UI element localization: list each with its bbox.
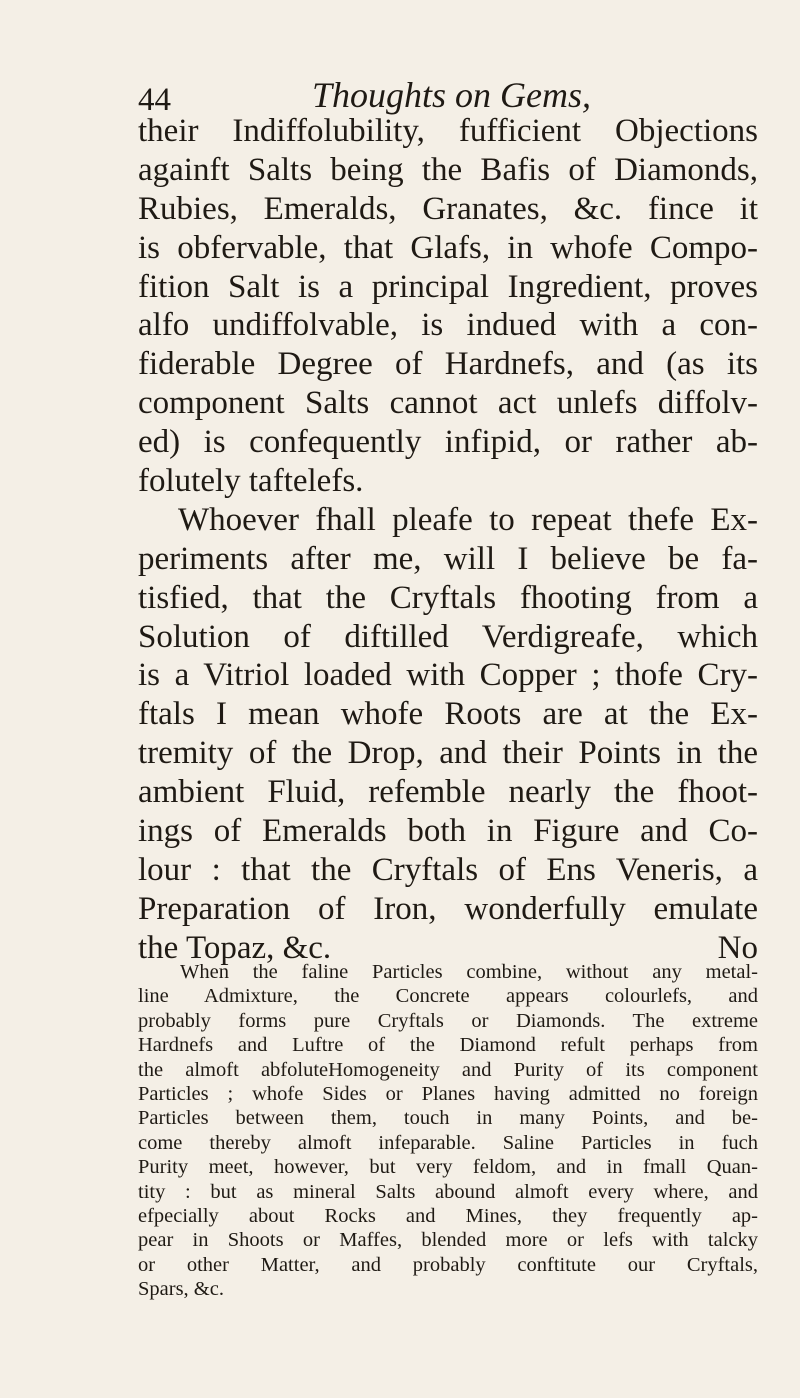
text-line: Whoever fhall pleafe to repeat thefe Ex- <box>178 501 758 538</box>
text-line: component Salts cannot act unlefs diffolv- <box>138 385 758 422</box>
text-line: ed) is confequently infipid, or rather ab- <box>138 424 758 461</box>
running-title: Thoughts on Gems, <box>312 75 592 115</box>
text-line: lour : that the Cryftals of Ens Veneris, a <box>138 851 758 888</box>
text-line: fiderable Degree of Hardnefs, and (as its <box>138 346 758 383</box>
catchword: No <box>717 929 758 966</box>
footnote-line: When the faline Particles combine, without any metal- <box>180 961 758 983</box>
text-line: tisfied, that the Cryftals fhooting from a <box>138 579 758 616</box>
text-line: Solution of diftilled Verdigreafe, which <box>138 618 758 655</box>
text-line: ftals I mean whofe Roots are at the Ex- <box>138 696 758 733</box>
text-line: alfo undiffolvable, is indued with a con- <box>138 307 758 344</box>
footnote-line: come thereby almoft infeparable. Saline Particles in fuch <box>138 1131 758 1154</box>
page-number: 44 <box>138 82 171 118</box>
footnote-line: Purity meet, however, but very feldom, and in fmall Quan- <box>138 1156 758 1179</box>
text-line: ings of Emeralds both in Figure and Co- <box>138 813 758 850</box>
footnote-line: pear in Shoots or Maffes, blended more or lefs with talcky <box>138 1229 758 1252</box>
text-line: is obfervable, that Glafs, in whofe Compo- <box>138 229 758 266</box>
text-line: fition Salt is a principal Ingredient, proves <box>138 268 758 305</box>
footnote-line: the almoft abfoluteHomogeneity and Purity of its component <box>138 1058 758 1081</box>
text-line: the Topaz, &c. <box>138 929 332 966</box>
footnote <box>138 960 758 1301</box>
footnote-line: probably forms pure Cryftals or Diamonds. The extreme <box>138 1009 758 1032</box>
text-line: periments after me, will I believe be fa- <box>138 540 758 577</box>
footnote-line: line Admixture, the Concrete appears colourlefs, and <box>138 985 758 1008</box>
footnote-line: Spars, &c. <box>138 1278 224 1301</box>
text-line: their Indiffolubility, fufficient Objections <box>138 113 758 149</box>
footnote-line: Particles between them, touch in many Points, and be- <box>138 1107 758 1130</box>
footnote-line: or other Matter, and probably conftitute our Cryftals, <box>138 1253 758 1276</box>
text-line: tremity of the Drop, and their Points in the <box>138 735 758 772</box>
text-line: againft Salts being the Bafis of Diamonds, <box>138 151 758 188</box>
footnote-line: Hardnefs and Luftre of the Diamond refult perhaps from <box>138 1034 758 1057</box>
text-line: Preparation of Iron, wonderfully emulate <box>138 890 758 927</box>
footnote-line: Particles ; whofe Sides or Planes having admitted no foreign <box>138 1082 758 1105</box>
text-line: is a Vitriol loaded with Copper ; thofe Cry- <box>138 657 758 694</box>
main-text <box>138 112 758 968</box>
footnote-line: tity : but as mineral Salts abound almoft every where, and <box>138 1180 758 1203</box>
footnote-line: efpecially about Rocks and Mines, they frequently ap- <box>138 1204 758 1227</box>
text-line: ambient Fluid, refemble nearly the fhoot- <box>138 774 758 811</box>
text-line: folutely taftelefs. <box>138 463 364 500</box>
text-line: Rubies, Emeralds, Granates, &c. fince it <box>138 190 758 227</box>
